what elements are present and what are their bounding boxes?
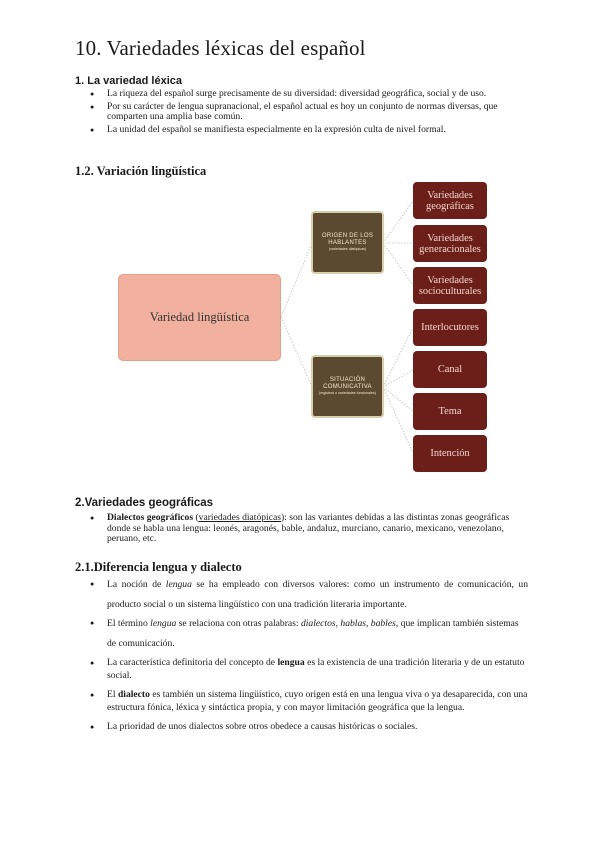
- connector-line: [383, 201, 413, 243]
- page-title: 10. Variedades léxicas del español: [75, 36, 366, 60]
- connector-line: [383, 387, 413, 453]
- diagram-leaf: Tema: [413, 393, 487, 430]
- node-title: SITUACIÓN COMUNICATIVA: [323, 377, 372, 390]
- list-item: ● La unidad del español se manifiesta especialmente en la expresión culta de nivel formal.: [90, 125, 528, 136]
- underlined-term: variedades diatópicas: [198, 512, 281, 523]
- italic-term: lengua: [165, 579, 192, 590]
- bullet-list-lengua-dialecto: [90, 575, 528, 736]
- diagram-leaf: Variedades socioculturales: [413, 267, 487, 304]
- italic-term: dialectos, hablas, bables: [300, 618, 396, 629]
- section-heading-variedades-geograficas: 2.Variedades geográficas: [75, 497, 214, 509]
- item-text: es la existencia de una tradición literaria y de un estatuto social.: [107, 657, 525, 681]
- bold-term: Dialectos geográficos: [107, 512, 194, 523]
- section-heading-variedad-lexica: 1. La variedad léxica: [75, 75, 183, 87]
- list-item: ● Por su carácter de lengua supranacional, el español actual es hoy un conjunto de normas diversas, que comparten una amplia base común.: [90, 102, 528, 123]
- list-item: ● La prioridad de unos dialectos sobre otros obedece a causas históricas o sociales.: [90, 721, 528, 734]
- connector-line: [383, 243, 413, 285]
- node-title: ORIGEN DE LOS HABLANTES: [321, 233, 374, 246]
- item-text: La característica definitoria del concepto de: [107, 657, 278, 668]
- list-item: [90, 614, 528, 653]
- item-text: La noción de: [107, 579, 166, 590]
- section-heading-variacion-linguistica: 1.2. Variación lingüística: [75, 164, 207, 178]
- diagram-leaf: Interlocutores: [413, 309, 487, 346]
- diagram-leaf: Variedades generacionales: [413, 225, 487, 262]
- connector-line: [383, 328, 413, 387]
- list-item: ● La riqueza del español surge precisamente de su diversidad: diversidad geográfica, social y de uso.: [90, 89, 528, 100]
- item-text: ): son las variantes debidas a las distintas zonas geográficas donde se habla una lengua: leonés, aragonés, bable, andaluz, murciano, canario, mexicano, venezolano, peruano, etc.: [107, 512, 510, 545]
- diagram-leaf: Variedades geográficas: [413, 182, 487, 219]
- section-heading-diferencia-lengua-dialecto: 2.1.Diferencia lengua y dialecto: [75, 560, 242, 574]
- diagram-node-situacion: [311, 355, 384, 418]
- list-item: ● Dialectos geográficos (variedades diatópicas): son las variantes debidas a las distintas zonas geográficas donde se habla una lengua: leonés, aragonés, bable, andaluz, murciano, canario, mexicano, venezolano, peruano, etc.: [90, 513, 530, 545]
- diagram-leaf: Canal: [413, 351, 487, 388]
- node-subtitle: (registros o variedades funcionales): [319, 391, 376, 395]
- item-text: El término: [107, 618, 151, 629]
- bullet-list-variedades-geograficas: [90, 513, 530, 547]
- node-subtitle: (variedades diatópicas): [328, 247, 367, 251]
- list-item: [90, 689, 528, 714]
- italic-term: lengua: [150, 618, 177, 629]
- connector-line: [281, 317, 312, 387]
- diagram-root-node: Variedad lingüística: [118, 274, 281, 361]
- diagram-leaf: Intención: [413, 435, 487, 472]
- item-text: , que implican también sistemas de comunicación.: [107, 618, 519, 649]
- connector-line: [281, 243, 312, 317]
- item-text: El: [107, 689, 118, 700]
- connector-line: [383, 387, 413, 411]
- item-text: se relaciona con otras palabras:: [176, 618, 301, 629]
- item-text: se ha empleado con diversos valores: como un instrumento de comunicación, un producto social o un sistema lingüístico con una tradición literaria importante.: [107, 579, 528, 610]
- item-text: es también un sistema lingüístico, cuyo origen está en una lengua viva o ya desaparecida, con una estructura fónica, léxica y sintáctica propia, y con mayor limitación geográfica que la lengua.: [107, 689, 528, 713]
- list-item: [90, 657, 528, 682]
- bold-term: lengua: [277, 657, 305, 668]
- bold-term: dialecto: [117, 689, 150, 700]
- list-item: [90, 575, 528, 614]
- diagram-node-origen: [311, 211, 384, 274]
